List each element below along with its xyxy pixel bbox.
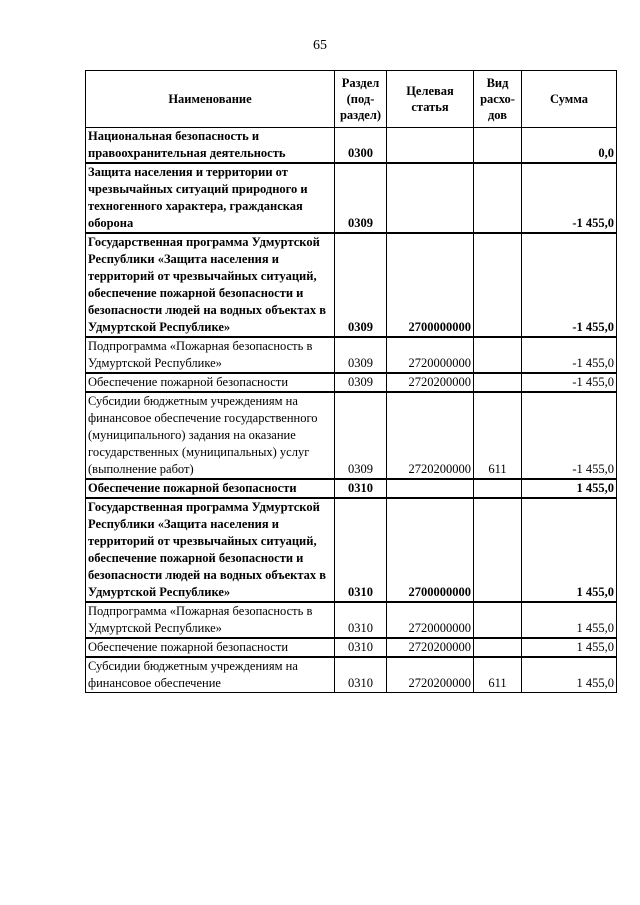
row-name: Подпрограмма «Пожарная безопасность в Удмуртской Республике» (86, 337, 335, 373)
row-sum: 1 455,0 (522, 479, 617, 498)
row-section: 0309 (335, 337, 387, 373)
row-sum: 1 455,0 (522, 638, 617, 657)
row-expense (474, 128, 522, 164)
table-header-row (86, 71, 617, 128)
table-row (86, 498, 617, 602)
row-sum: -1 455,0 (522, 392, 617, 479)
row-article (387, 128, 474, 164)
row-sum: 1 455,0 (522, 602, 617, 638)
row-article: 2700000000 (387, 233, 474, 337)
table-row (86, 163, 617, 233)
table-row (86, 392, 617, 479)
row-article: 2720000000 (387, 337, 474, 373)
row-section: 0310 (335, 498, 387, 602)
header-name: Наименование (86, 71, 335, 128)
row-name: Обеспечение пожарной безопасности (86, 373, 335, 392)
row-sum: -1 455,0 (522, 373, 617, 392)
table-row (86, 337, 617, 373)
row-article: 2720200000 (387, 392, 474, 479)
row-name: Защита населения и территории от чрезвычайных ситуаций природного и техногенного характера, гражданская оборона (86, 163, 335, 233)
table-row (86, 128, 617, 164)
row-section: 0300 (335, 128, 387, 164)
row-sum: -1 455,0 (522, 337, 617, 373)
row-name: Государственная программа Удмуртской Республики «Защита населения и территорий от чрезвычайных ситуаций, обеспечение пожарной безопасности и безопасности людей на водных объектах в Удмуртской Республике» (86, 233, 335, 337)
row-article: 2720200000 (387, 657, 474, 693)
row-expense (474, 373, 522, 392)
row-article: 2700000000 (387, 498, 474, 602)
row-name: Государственная программа Удмуртской Республики «Защита населения и территорий от чрезвычайных ситуаций, обеспечение пожарной безопасности и безопасности людей на водных объектах в Удмуртской Республике» (86, 498, 335, 602)
row-section: 0310 (335, 657, 387, 693)
row-name: Обеспечение пожарной безопасности (86, 479, 335, 498)
row-name: Субсидии бюджетным учреждениям на финансовое обеспечение государственного (муниципального) задания на оказание государственных (муниципальных) услуг (выполнение работ) (86, 392, 335, 479)
row-sum: 1 455,0 (522, 498, 617, 602)
row-expense (474, 337, 522, 373)
row-section: 0310 (335, 602, 387, 638)
row-expense (474, 233, 522, 337)
table-row (86, 233, 617, 337)
row-expense (474, 498, 522, 602)
row-name: Национальная безопасность и правоохранительная деятельность (86, 128, 335, 164)
table-row (86, 602, 617, 638)
header-section: Раздел (под-раздел) (335, 71, 387, 128)
row-article (387, 163, 474, 233)
row-section: 0309 (335, 163, 387, 233)
row-expense (474, 602, 522, 638)
row-sum: 1 455,0 (522, 657, 617, 693)
table-row (86, 657, 617, 693)
row-article (387, 479, 474, 498)
row-article: 2720200000 (387, 638, 474, 657)
header-sum: Сумма (522, 71, 617, 128)
row-article: 2720200000 (387, 373, 474, 392)
row-name: Подпрограмма «Пожарная безопасность в Удмуртской Республике» (86, 602, 335, 638)
budget-table (85, 70, 617, 693)
row-expense (474, 479, 522, 498)
row-sum: -1 455,0 (522, 163, 617, 233)
row-section: 0310 (335, 479, 387, 498)
row-expense: 611 (474, 392, 522, 479)
row-expense: 611 (474, 657, 522, 693)
row-name: Обеспечение пожарной безопасности (86, 638, 335, 657)
row-expense (474, 638, 522, 657)
header-expense: Вид расхо-дов (474, 71, 522, 128)
page-number: 65 (313, 38, 327, 53)
row-expense (474, 163, 522, 233)
table-row (86, 373, 617, 392)
row-section: 0309 (335, 373, 387, 392)
row-section: 0309 (335, 233, 387, 337)
row-article: 2720000000 (387, 602, 474, 638)
row-name: Субсидии бюджетным учреждениям на финансовое обеспечение (86, 657, 335, 693)
row-section: 0309 (335, 392, 387, 479)
row-section: 0310 (335, 638, 387, 657)
row-sum: 0,0 (522, 128, 617, 164)
table-row (86, 479, 617, 498)
header-article: Целевая статья (387, 71, 474, 128)
table-row (86, 638, 617, 657)
row-sum: -1 455,0 (522, 233, 617, 337)
